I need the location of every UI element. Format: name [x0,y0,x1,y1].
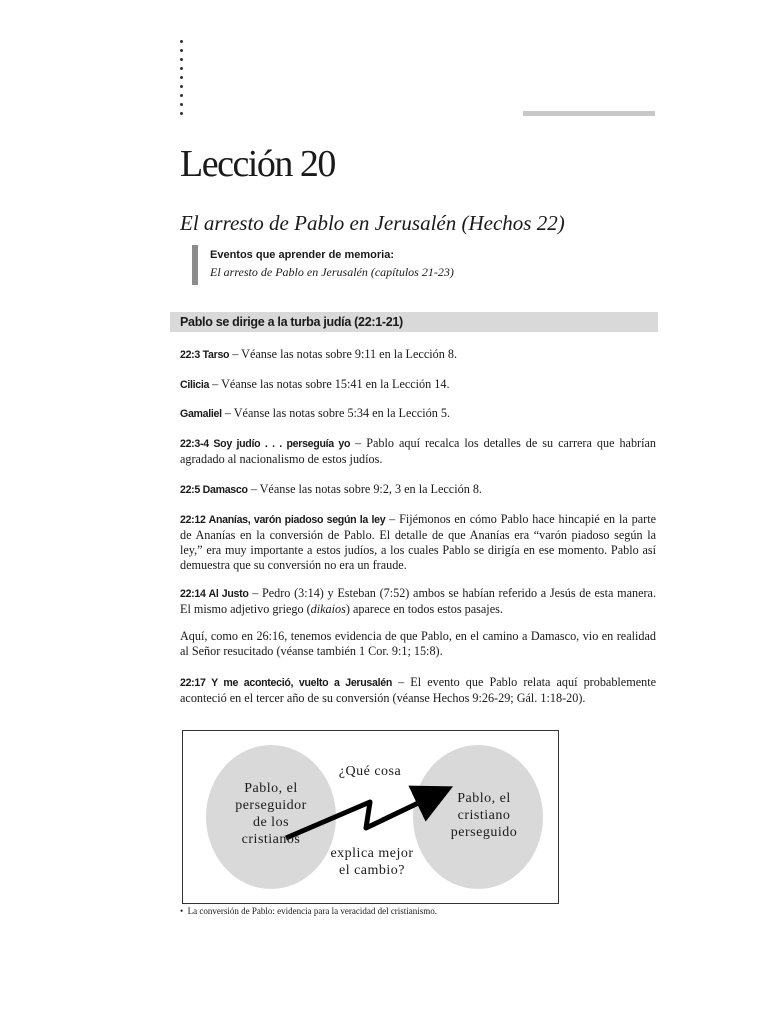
right-label-line: cristiano [457,808,511,823]
left-label-line: de los [252,815,290,830]
question-bottom [313,845,431,879]
note-paragraph [180,436,656,467]
note-term: Cilicia [180,379,210,391]
note-text: – Véanse las notas sobre 9:2, 3 en la Lección 8. [247,482,482,496]
left-label-line: perseguidor [235,798,307,813]
question-line: el cambio? [338,863,406,878]
right-label-line: Pablo, el [457,791,511,806]
note-text: – El evento que Pablo relata aquí probablemente aconteció en el tercer año de su conversión (véanse Hechos 9:26-29; Gál. 1:18-20). [180,675,656,705]
note-paragraph [180,586,656,617]
note-text: – Véanse las notas sobre 15:41 en la Lección 14. [209,377,450,391]
caption-text: La conversión de Pablo: evidencia para la veracidad del cristianismo. [187,906,438,916]
decorative-dots [180,40,188,121]
note-term: 22:3-4 Soy judío . . . perseguía yo [180,438,351,450]
note-text: ) aparece en todos estos pasajes. [345,602,503,616]
note-paragraph [180,347,656,363]
figure-caption [180,906,437,916]
left-label-line: Pablo, el [244,781,298,796]
note-text: – Véanse las notas sobre 5:34 en la Lección 5. [221,406,450,420]
note-italic: dikaios [310,602,346,616]
note-term: 22:3 Tarso [180,349,230,361]
note-term: 22:14 Al Justo [180,588,249,600]
section-title: Pablo se dirige a la turba judía (22:1-21) [180,315,403,329]
note-paragraph [180,406,656,422]
note-paragraph [180,629,656,659]
right-label-line: perseguido [450,825,518,840]
memory-box [192,245,670,285]
question-line: explica mejor [330,846,414,861]
left-label [215,780,327,848]
note-paragraph [180,377,656,393]
note-term: Gamaliel [180,408,222,420]
header-rule [523,111,655,116]
note-text: Aquí, como en 26:16, tenemos evidencia de que Pablo, en el camino a Damasco, vio en realidad al Señor resucitado (véanse también 1 Cor. 9:1; 15:8). [180,629,656,658]
bullet-icon: • [180,906,184,916]
left-label-line: cristianos [241,832,301,847]
note-term: 22:5 Damasco [180,484,248,496]
note-text: – Véanse las notas sobre 9:11 en la Lección 8. [229,347,457,361]
memory-label: Eventos que aprender de memoria: [210,249,394,261]
question-top: ¿Qué cosa [338,764,402,779]
right-label [434,790,534,841]
section-header [170,312,658,332]
note-paragraph [180,482,656,498]
memory-text: El arresto de Pablo en Jerusalén (capítulos 21-23) [210,265,454,279]
note-text: – Fijémonos en cómo Pablo hace hincapié en la parte de Ananías en la conversión de Pablo. El detalle de que Ananías era “varón piadoso según la ley,” era muy importante a estos judíos, a los cuales Pablo se dirigía en ese momento. Pablo así demuestra que su conversión no era un fraude. [180,512,656,572]
note-text: – Pedro (3:14) y Esteban (7:52) ambos se habían referido a Jesús de esta manera. El mismo adjetivo griego ( [180,586,656,616]
conversion-diagram [182,730,559,904]
note-text: – Pablo aquí recalca los detalles de su carrera que habrían agradado al nacionalismo de estos judíos. [180,436,656,466]
note-term: 22:12 Ananías, varón piadoso según la ley [180,514,386,526]
lesson-title: Lección 20 [180,143,335,185]
lesson-subtitle: El arresto de Pablo en Jerusalén (Hechos 22) [180,211,565,235]
note-term: 22:17 Y me aconteció, vuelto a Jerusalén [180,677,392,689]
note-paragraph [180,512,656,573]
note-paragraph [180,675,656,706]
